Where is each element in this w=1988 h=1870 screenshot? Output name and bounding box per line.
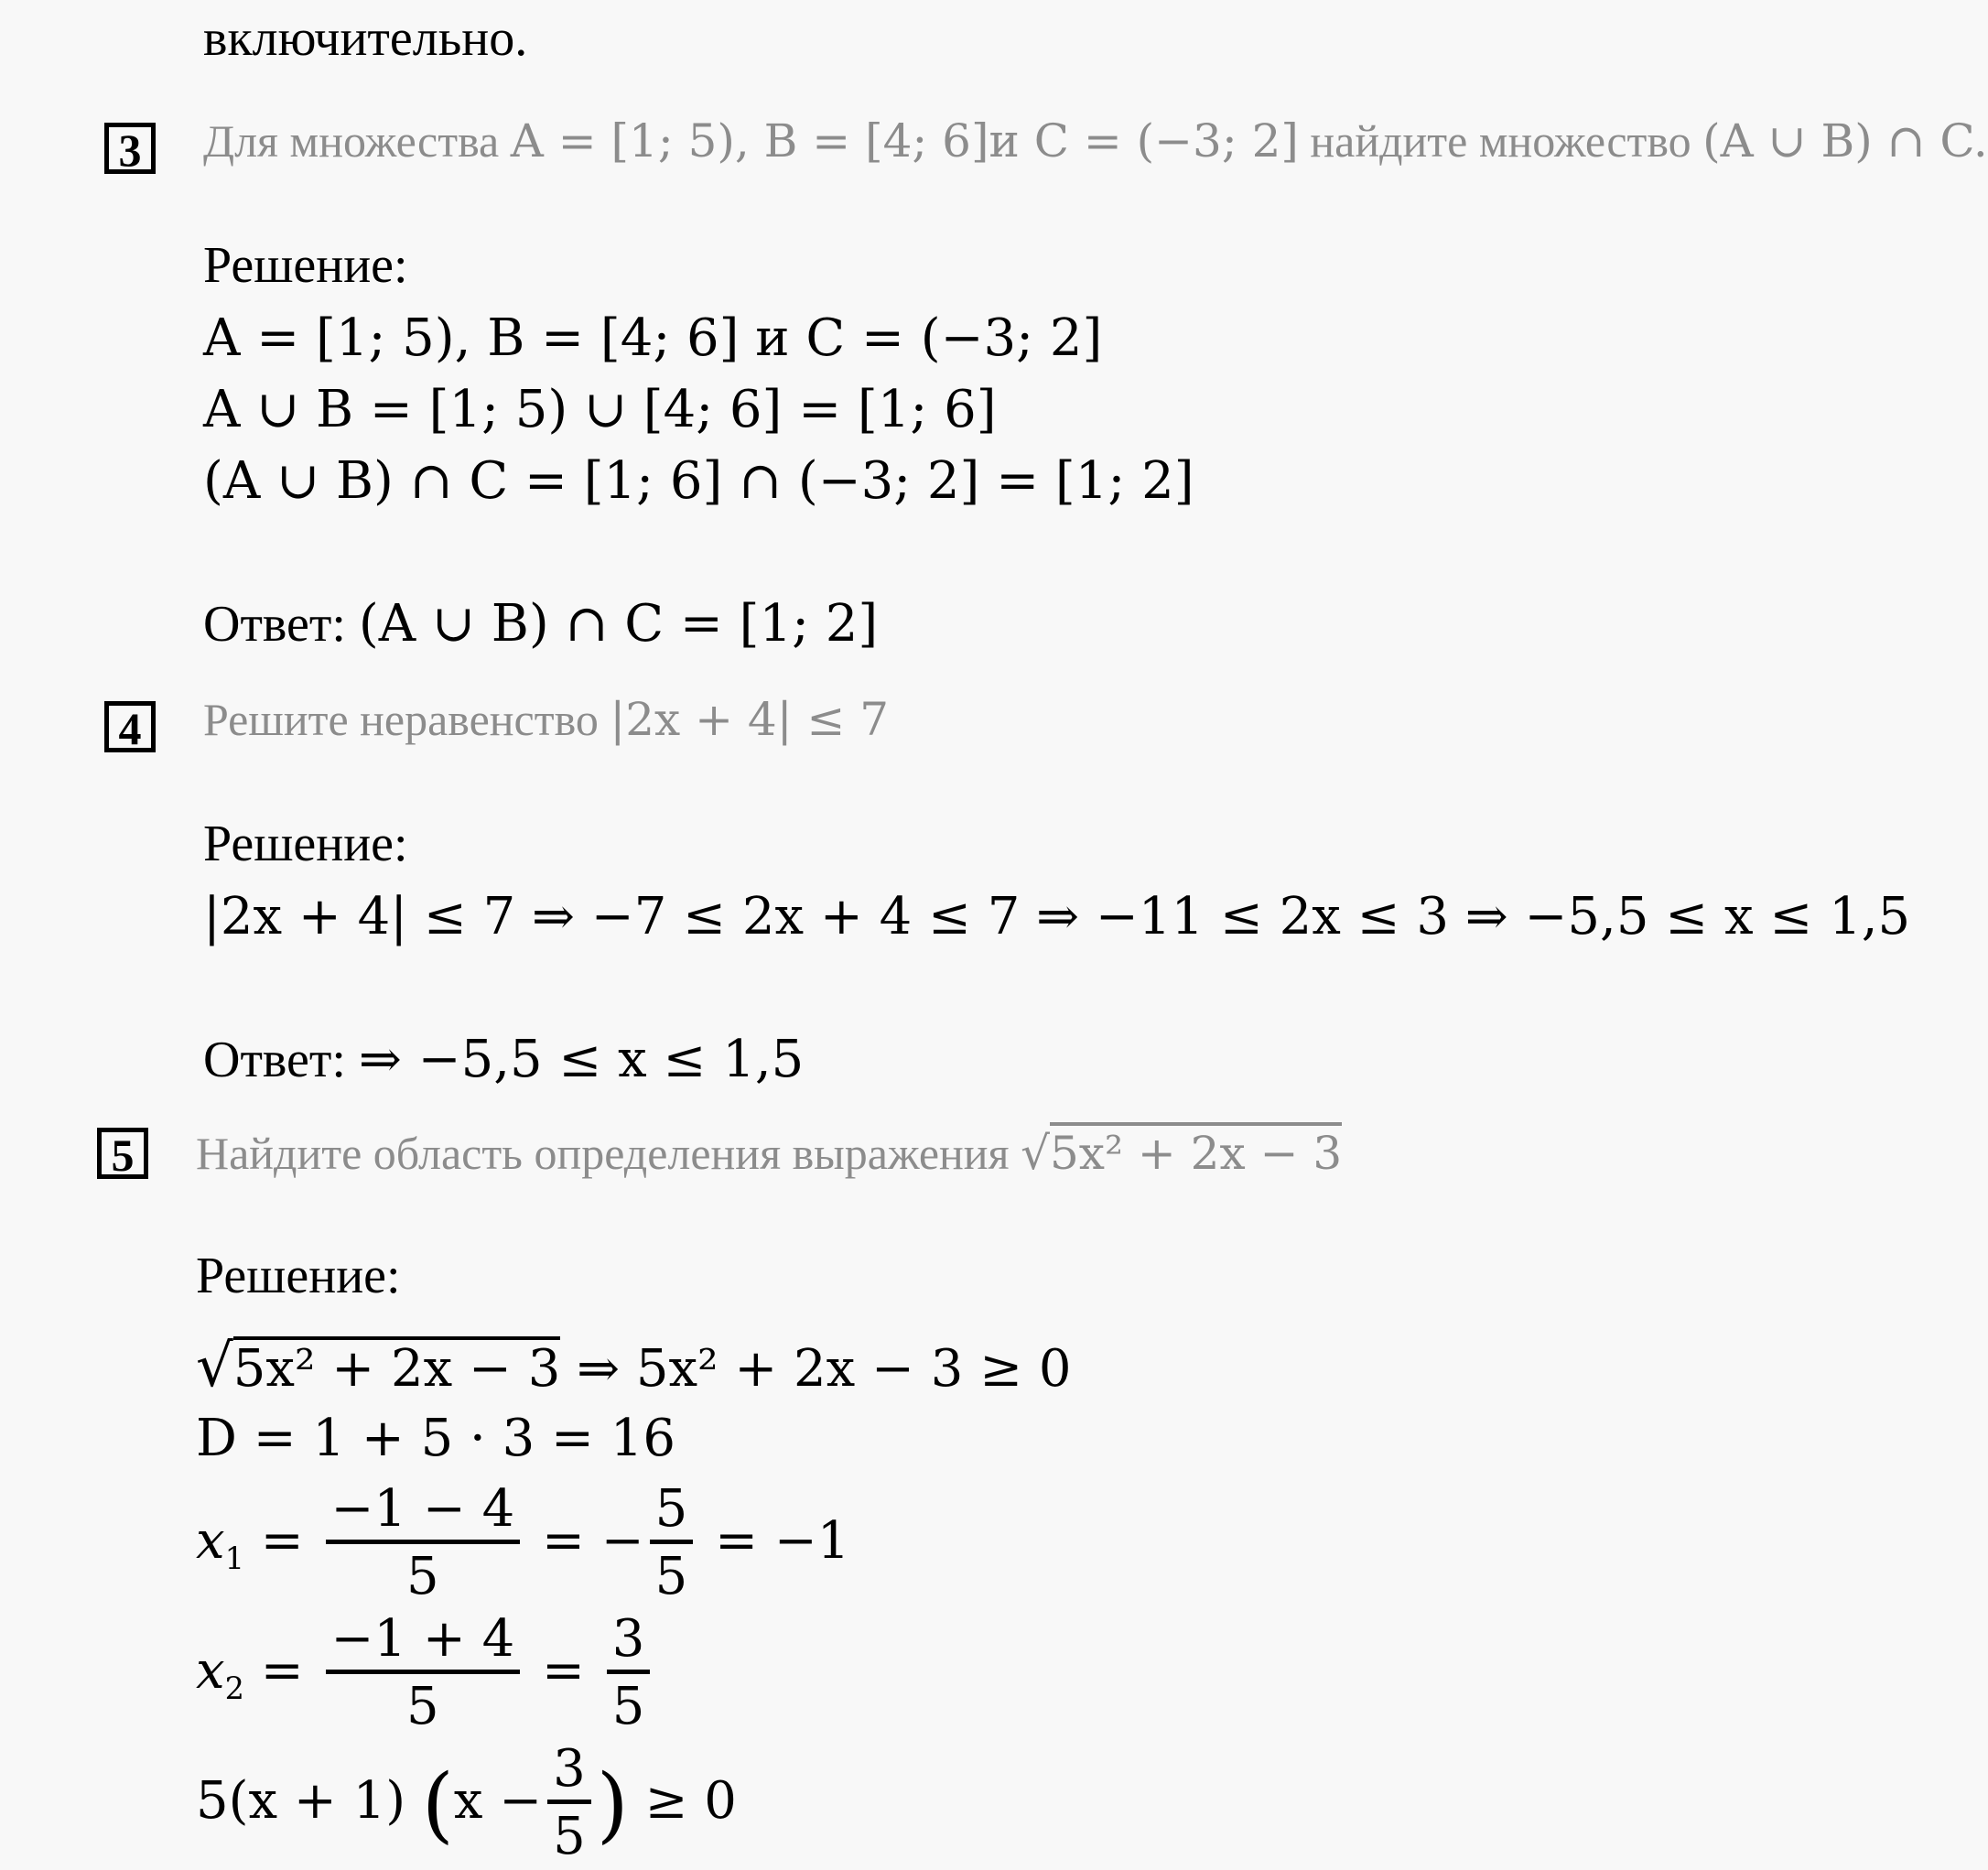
solution-3-line-2: A ∪ B = [1; 5) ∪ [4; 6] = [1; 6] bbox=[203, 380, 997, 439]
x1-numerator-2: 5 bbox=[654, 1479, 688, 1539]
solution-label-5: Решение: bbox=[196, 1248, 401, 1304]
factored-denominator: 5 bbox=[547, 1800, 591, 1870]
x1-denominator-2: 5 bbox=[650, 1540, 694, 1610]
factored-end: ≥ 0 bbox=[628, 1771, 737, 1831]
x1-fraction-2 bbox=[650, 1479, 694, 1610]
x1-subscript: 1 bbox=[224, 1540, 244, 1576]
x1-denominator: 5 bbox=[326, 1540, 521, 1610]
x1-var: x bbox=[196, 1511, 225, 1571]
right-paren-icon: ) bbox=[596, 1757, 629, 1854]
solution-5-sqrt bbox=[196, 1333, 561, 1400]
solution-5-factored bbox=[196, 1739, 737, 1870]
factored-fraction bbox=[547, 1739, 591, 1870]
x2-var: x bbox=[196, 1641, 225, 1701]
problem-3-text: Для множества bbox=[203, 115, 511, 167]
x2-denominator: 5 bbox=[326, 1670, 521, 1740]
solution-3-line-3: (A ∪ B) ∩ C = [1; 6] ∩ (−3; 2] = [1; 2] bbox=[203, 451, 1194, 511]
left-paren-icon: ( bbox=[421, 1757, 454, 1854]
problem-4-inequality: |2x + 4| ≤ 7 bbox=[610, 693, 890, 746]
x2-eq: = bbox=[243, 1641, 320, 1701]
answer-3-value: (A ∪ B) ∩ C = [1; 2] bbox=[358, 594, 879, 654]
x2-fraction-2 bbox=[607, 1609, 651, 1740]
problem-5-radicand: 5x² + 2x − 3 bbox=[1050, 1122, 1342, 1181]
previous-text-tail: включительно. bbox=[203, 10, 528, 67]
problem-3-expression: (A ∪ B) ∩ C. bbox=[1702, 114, 1988, 168]
sqrt-sign-icon: √ bbox=[1021, 1127, 1050, 1180]
x2-eq-2: = bbox=[525, 1641, 601, 1701]
problem-3-text2: найдите множество bbox=[1298, 115, 1703, 167]
answer-4-value: ⇒ −5,5 ≤ x ≤ 1,5 bbox=[358, 1030, 805, 1089]
problem-4-text: Решите неравенство bbox=[203, 694, 610, 745]
solution-label-3: Решение: bbox=[203, 237, 408, 294]
solution-3-line-1: A = [1; 5), B = [4; 6] и C = (−3; 2] bbox=[203, 308, 1103, 368]
x1-mid: = − bbox=[525, 1511, 644, 1571]
x1-numerator: −1 − 4 bbox=[330, 1479, 515, 1539]
solution-5-x1 bbox=[196, 1479, 849, 1610]
x2-numerator: −1 + 4 bbox=[330, 1609, 515, 1669]
solution-5-discriminant: D = 1 + 5 · 3 = 16 bbox=[196, 1409, 676, 1468]
problem-5-sqrt bbox=[1021, 1122, 1342, 1181]
x1-fraction bbox=[326, 1479, 521, 1610]
problem-5-text: Найдите область определения выражения bbox=[196, 1128, 1021, 1179]
solution-label-4: Решение: bbox=[203, 816, 408, 872]
problem-3-sets: A = [1; 5), B = [4; 6]и C = (−3; 2] bbox=[510, 114, 1299, 168]
problem-number-3: 3 bbox=[104, 123, 156, 174]
solution-4-line: |2x + 4| ≤ 7 ⇒ −7 ≤ 2x + 4 ≤ 7 ⇒ −11 ≤ 2x ≤ 3 ⇒ −5,5 ≤ x ≤ 1,5 bbox=[203, 887, 1911, 946]
solution-5-line-1 bbox=[196, 1333, 1072, 1400]
problem-5-statement bbox=[196, 1122, 1342, 1181]
x2-fraction bbox=[326, 1609, 521, 1740]
solution-5-x2 bbox=[196, 1609, 655, 1740]
solution-5-radicand: 5x² + 2x − 3 bbox=[233, 1336, 561, 1399]
problem-3-statement bbox=[203, 113, 1988, 168]
answer-label-3: Ответ: bbox=[203, 596, 359, 653]
answer-3 bbox=[203, 595, 878, 654]
factored-inner: x − bbox=[453, 1771, 543, 1831]
solution-5-line-1-rest: ⇒ 5x² + 2x − 3 ≥ 0 bbox=[560, 1339, 1072, 1399]
x2-denominator-2: 5 bbox=[607, 1670, 651, 1740]
answer-label-4: Ответ: bbox=[203, 1032, 359, 1088]
x2-numerator-2: 3 bbox=[611, 1609, 645, 1669]
answer-4 bbox=[203, 1031, 804, 1089]
factored-numerator: 3 bbox=[553, 1739, 586, 1799]
x1-eq: = bbox=[243, 1511, 320, 1571]
problem-4-statement bbox=[203, 692, 889, 747]
problem-number-4: 4 bbox=[104, 701, 156, 752]
x1-result: = −1 bbox=[698, 1511, 850, 1571]
problem-number-5: 5 bbox=[97, 1128, 148, 1179]
x2-subscript: 2 bbox=[224, 1670, 244, 1706]
sqrt-sign-icon: √ bbox=[196, 1333, 233, 1400]
factored-start: 5(x + 1) bbox=[196, 1771, 406, 1831]
